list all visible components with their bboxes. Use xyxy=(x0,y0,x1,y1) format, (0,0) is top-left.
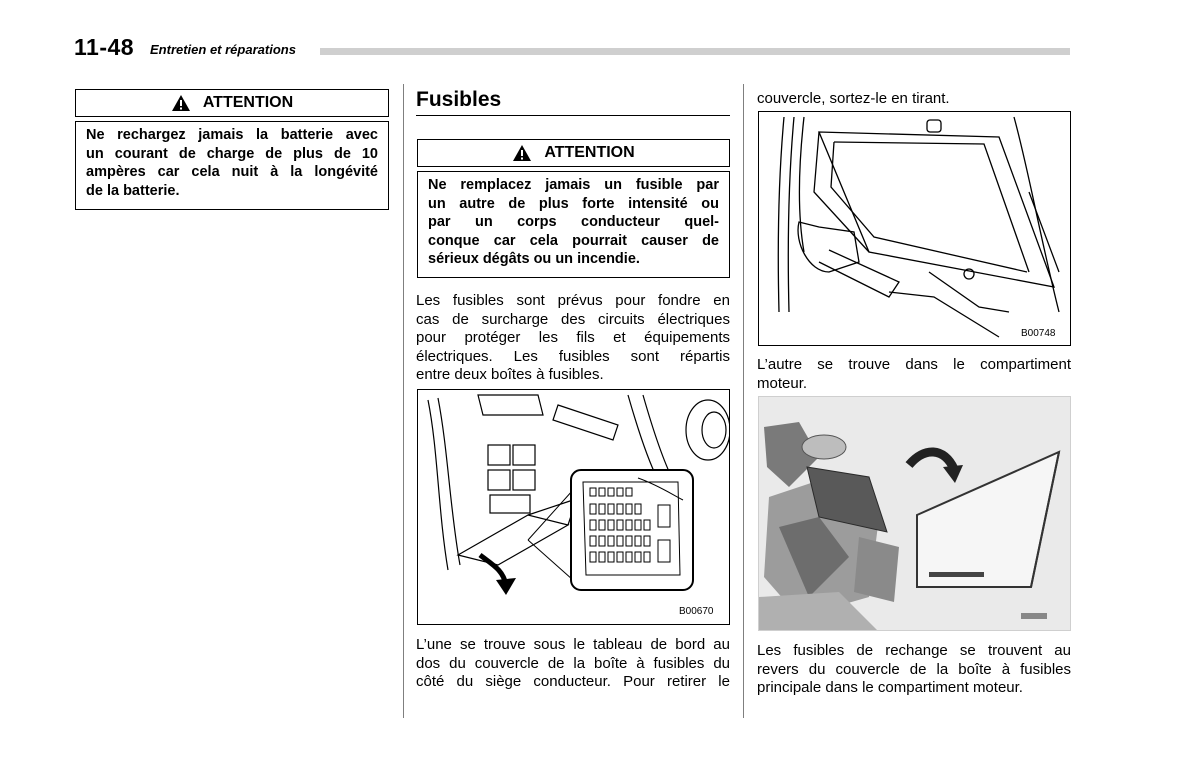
warning-text xyxy=(417,171,730,278)
warning-header xyxy=(417,139,730,167)
section-title: Entretien et réparations xyxy=(150,42,296,57)
warning-title: ATTENTION xyxy=(202,94,294,111)
fusebox-cover-drawing xyxy=(759,112,1071,346)
section-heading: Fusibles xyxy=(416,88,502,111)
text-line: électriques. Les fusibles sont répartis xyxy=(416,347,730,365)
text-line: moteur. xyxy=(757,374,808,392)
text-line: Les fusibles sont prévus pour fondre en xyxy=(416,292,730,309)
intro-paragraph xyxy=(416,292,730,385)
figure-code: B00748 xyxy=(1021,328,1056,339)
dashboard-drawing xyxy=(418,390,730,625)
text-line: couvercle, sortez-le en tirant. xyxy=(757,90,950,107)
warning-line: Ne remplacez jamais un fusible par xyxy=(428,177,719,193)
text-line: revers du couvercle de la boîte à fusibles xyxy=(757,660,1071,678)
figure-code: B00670 xyxy=(679,606,714,617)
warning-text xyxy=(75,121,389,210)
warning-line: un autre de plus forte intensité ou xyxy=(428,195,719,212)
dashboard-fusebox-illustration xyxy=(417,389,730,625)
text-line: dos du couvercle de la boîte à fusibles du xyxy=(416,654,730,672)
fuse-warning xyxy=(417,139,730,278)
warning-line: par un corps conducteur quel- xyxy=(428,214,719,230)
warning-line: ampères car cela nuit à la longévité xyxy=(86,164,378,180)
warning-icon xyxy=(171,94,191,112)
text-line: cas de surcharge des circuits électriques xyxy=(416,310,730,328)
header-rule xyxy=(320,48,1070,55)
warning-line: Ne rechargez jamais la batterie avec xyxy=(86,127,378,143)
text-line: entre deux boîtes à fusibles. xyxy=(416,366,604,383)
warning-line: un courant de charge de plus de 10 xyxy=(86,145,378,162)
warning-line: de la batterie. xyxy=(86,182,180,199)
column-divider-left xyxy=(403,84,404,718)
text-line: pour protéger les fils et équipements xyxy=(416,329,730,346)
continued-paragraph xyxy=(757,90,1071,109)
battery-warning xyxy=(75,89,389,210)
engine-compartment-photo xyxy=(758,396,1071,631)
spare-fuses-paragraph xyxy=(757,642,1071,698)
engine-location-paragraph xyxy=(757,356,1071,393)
column-divider-right xyxy=(743,84,744,718)
text-line: côté du siège conducteur. Pour retirer le xyxy=(416,673,730,690)
warning-line: sérieux dégâts ou un incendie. xyxy=(428,251,640,267)
heading-rule xyxy=(416,115,730,116)
text-line: Les fusibles de rechange se trouvent au xyxy=(757,642,1071,659)
page-number: 11-48 xyxy=(74,34,135,60)
text-line: principale dans le compartiment moteur. xyxy=(757,679,1023,696)
warning-icon xyxy=(512,144,532,162)
warning-header xyxy=(75,89,389,117)
text-line: L’une se trouve sous le tableau de bord au xyxy=(416,636,730,653)
location-paragraph xyxy=(416,636,730,692)
text-line: L’autre se trouve dans le compartiment xyxy=(757,356,1071,373)
engine-photo-drawing xyxy=(759,397,1071,631)
warning-title: ATTENTION xyxy=(544,144,635,161)
fusebox-cover-illustration xyxy=(758,111,1071,346)
warning-line: conque car cela pourrait causer de xyxy=(428,232,719,249)
